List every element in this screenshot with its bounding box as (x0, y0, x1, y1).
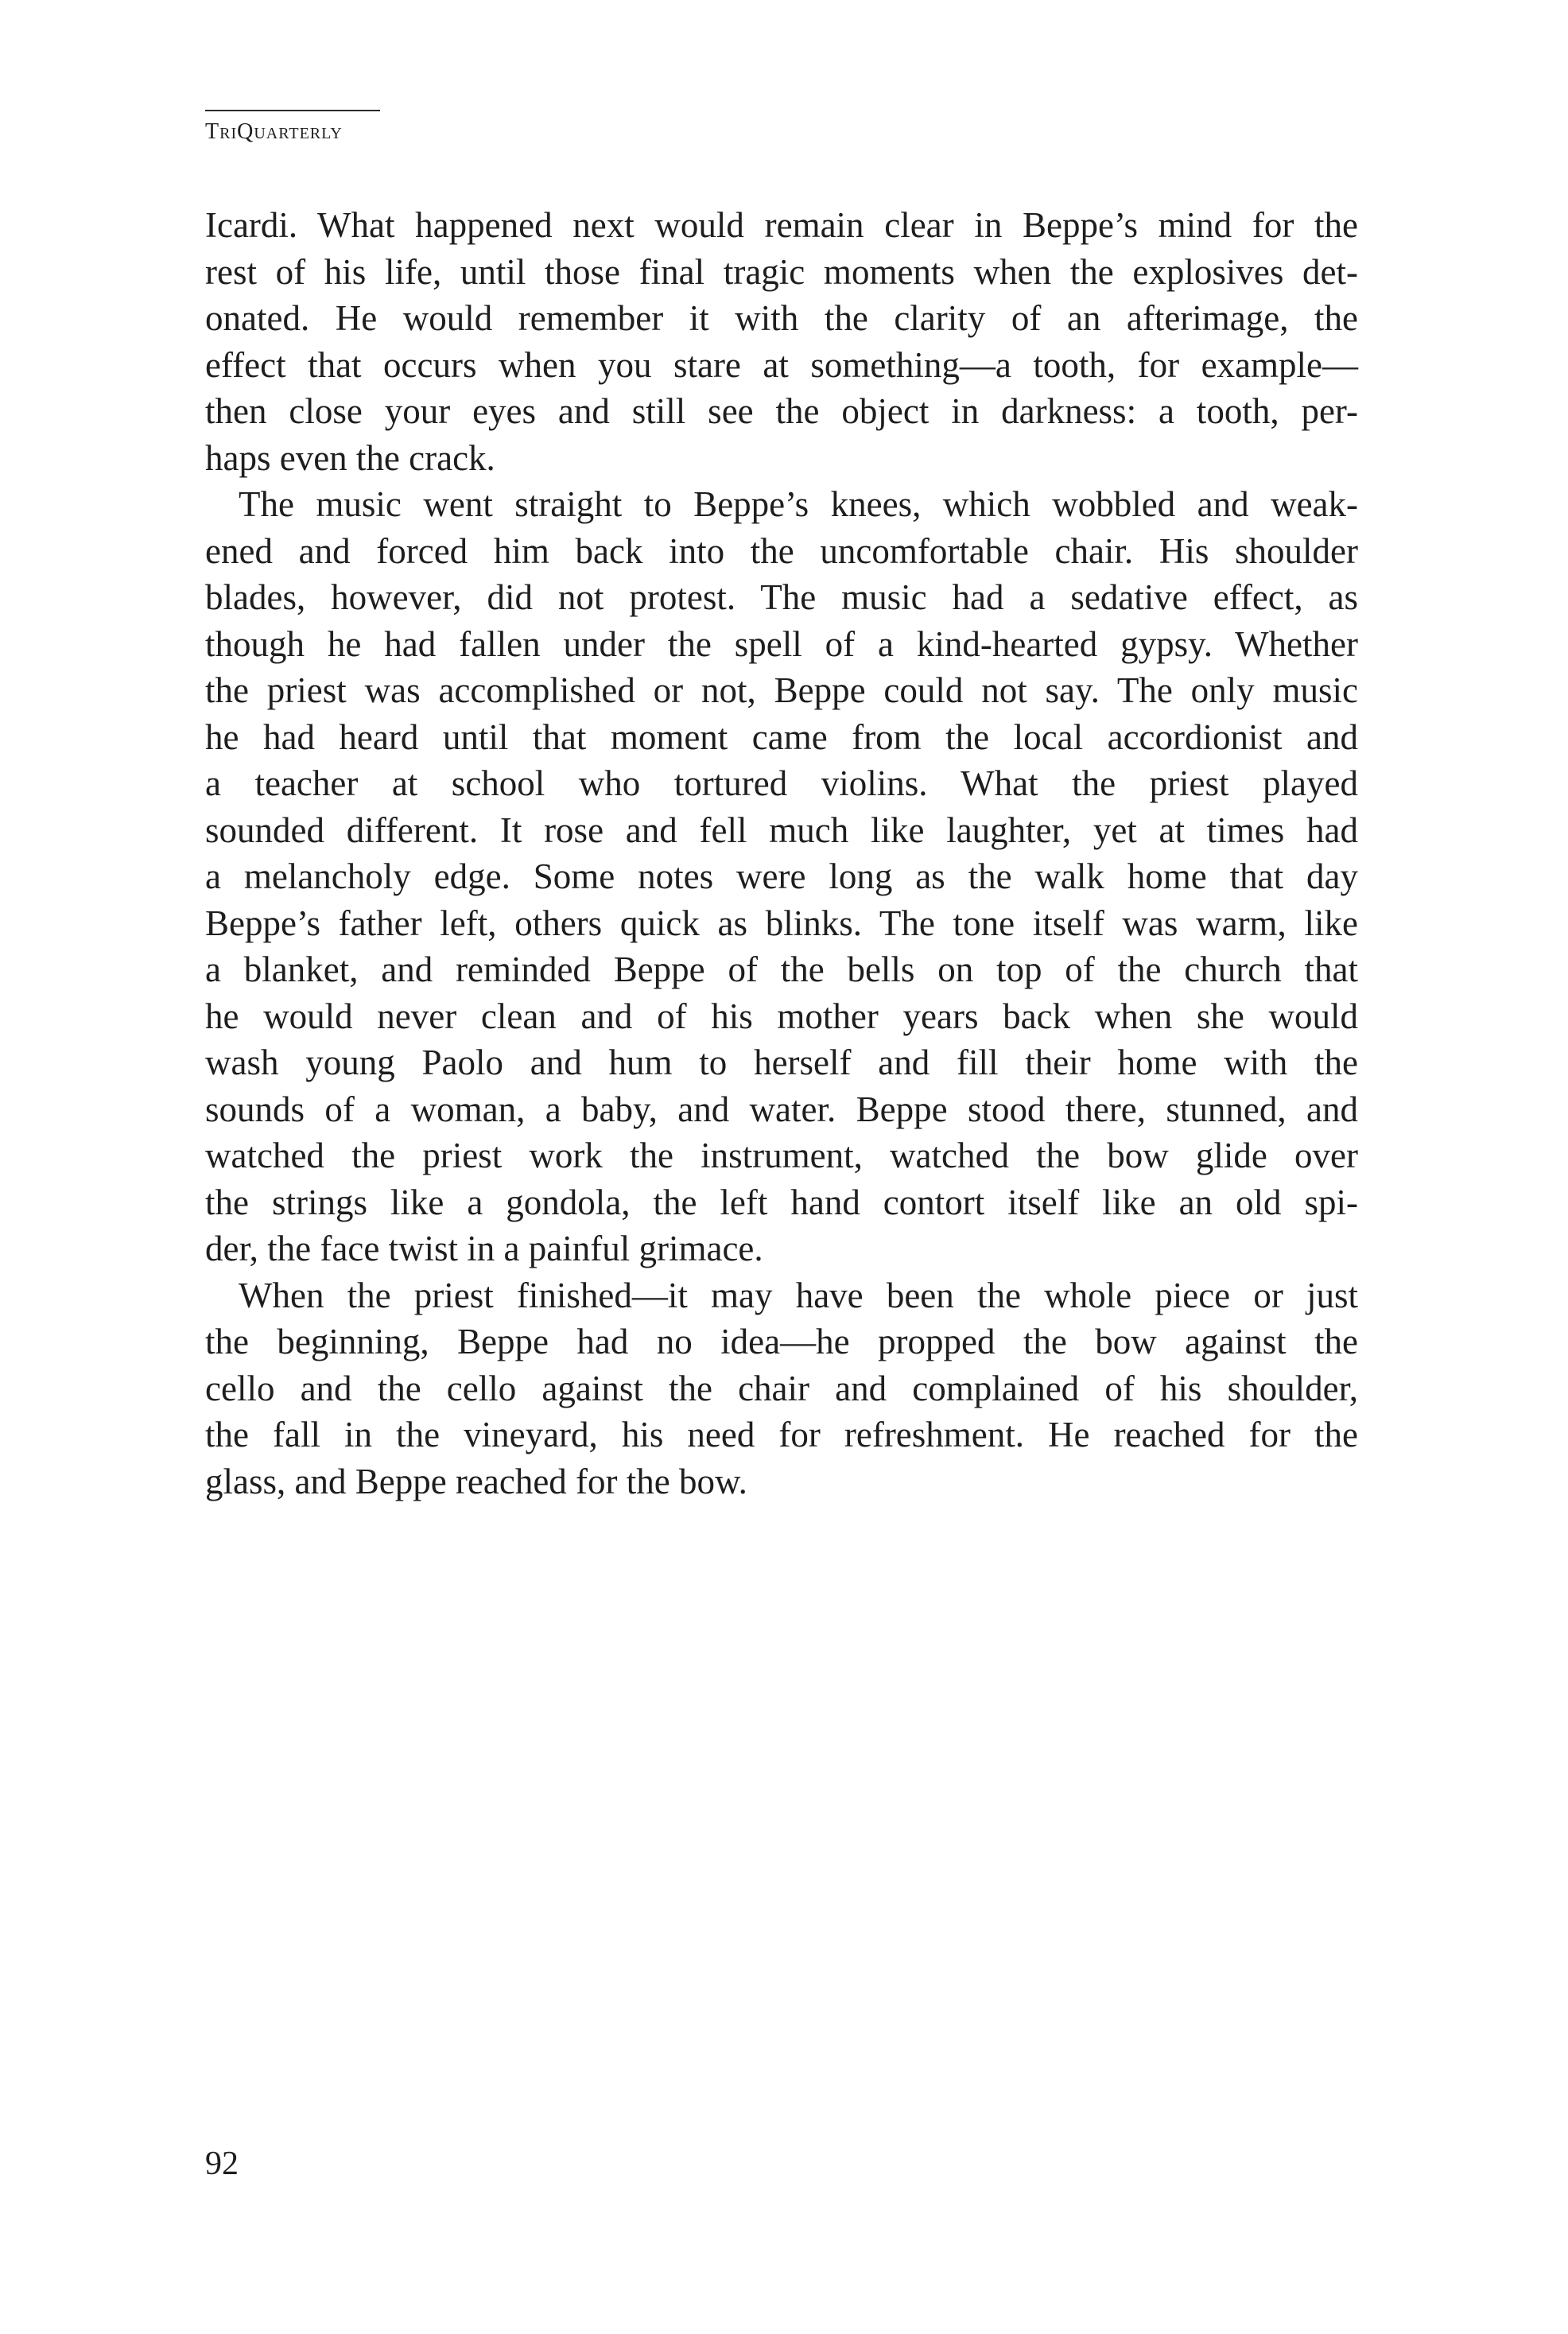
text-line: a teacher at school who tortured violins. What the priest played (205, 763, 1358, 803)
paragraph-2 (205, 481, 1358, 1272)
text-line: blades, however, did not protest. The music had a sedative effect, as (205, 577, 1358, 617)
text-line: the strings like a gondola, the left hand contort itself like an old spi- (205, 1182, 1358, 1222)
text-line: sounded different. It rose and fell much like laughter, yet at times had (205, 810, 1358, 850)
text-line: rest of his life, until those final tragic moments when the explosives det- (205, 251, 1358, 292)
text-line: the fall in the vineyard, his need for refreshment. He reached for the (205, 1415, 1358, 1454)
text-line: ened and forced him back into the uncomfortable chair. His shoulder (205, 530, 1358, 571)
running-head (205, 110, 380, 143)
text-line: cello and the cello against the chair and complained of his shoulder, (205, 1368, 1358, 1408)
paragraph-3 (205, 1272, 1358, 1505)
text-line: a melancholy edge. Some notes were long as the walk home that day (205, 856, 1358, 896)
text-line: a blanket, and reminded Beppe of the bells on top of the church that (205, 950, 1358, 989)
text-line: Beppe’s father left, others quick as blinks. The tone itself was warm, like (205, 903, 1358, 943)
paragraph-1 (205, 202, 1358, 481)
page-number: 92 (205, 2146, 239, 2182)
text-line: onated. He would remember it with the clarity of an afterimage, the (205, 298, 1358, 338)
text-line: the priest was accomplished or not, Beppe could not say. The only music (205, 670, 1358, 710)
text-line: the beginning, Beppe had no idea—he propped the bow against the (205, 1322, 1358, 1361)
text-line: sounds of a woman, a baby, and water. Beppe stood there, stunned, and (205, 1089, 1358, 1129)
text-line: The music went straight to Beppe’s knees, which wobbled and weak- (239, 484, 1358, 524)
text-line: then close your eyes and still see the object in darkness: a tooth, per- (205, 391, 1358, 431)
text-line: though he had fallen under the spell of a kind-hearted gypsy. Whether (205, 623, 1358, 664)
running-head-text: TriQuarterly (205, 119, 343, 144)
text-line: glass, and Beppe reached for the bow. (205, 1461, 747, 1501)
text-line: he would never clean and of his mother years back when she would (205, 996, 1358, 1036)
text-line: effect that occurs when you stare at something—a tooth, for example— (205, 344, 1358, 385)
text-line: he had heard until that moment came from the local accordionist and (205, 717, 1358, 757)
text-line: der, the face twist in a painful grimace. (205, 1229, 763, 1268)
text-line: Icardi. What happened next would remain clear in Beppe’s mind for the (205, 205, 1358, 245)
text-line: When the priest finished—it may have been the whole piece or just (239, 1275, 1358, 1315)
text-line: watched the priest work the instrument, watched the bow glide over (205, 1136, 1358, 1175)
text-line: wash young Paolo and hum to herself and fill their home with the (205, 1043, 1358, 1082)
body-text (205, 202, 1358, 1505)
text-line: haps even the crack. (205, 437, 495, 478)
